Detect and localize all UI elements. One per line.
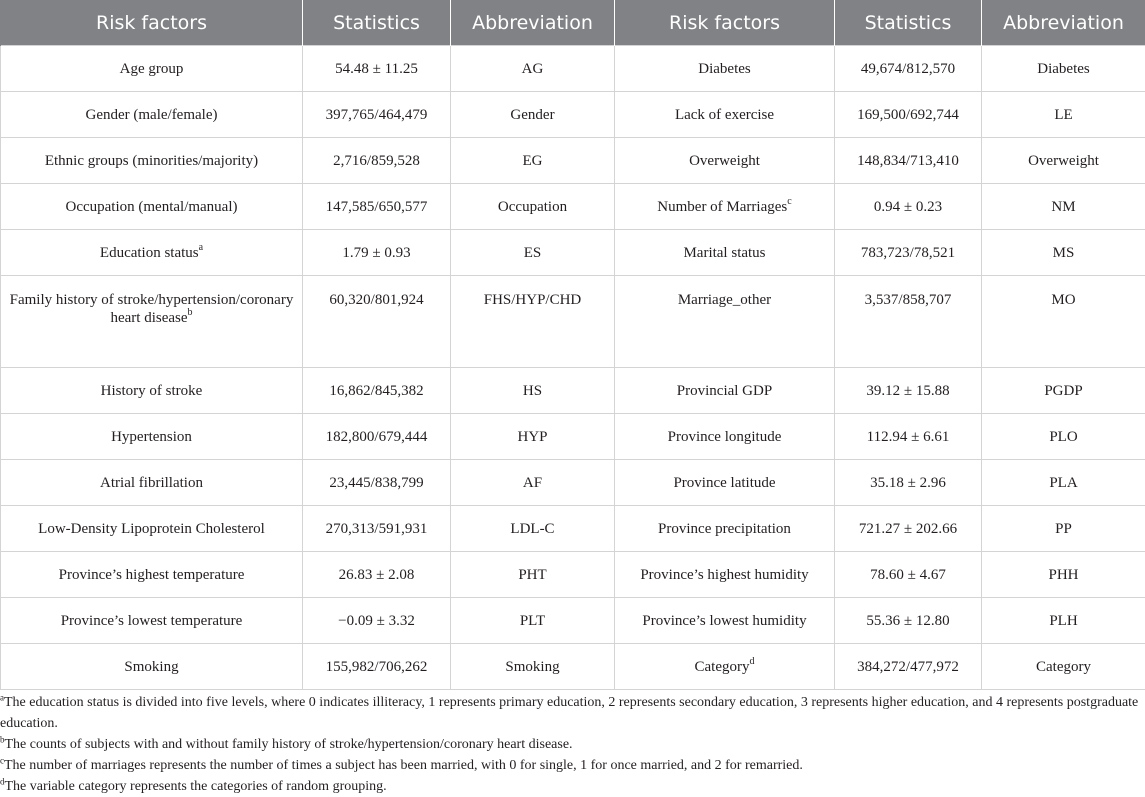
abbreviation-cell-text: PLT (520, 613, 545, 629)
risk-factor-cell-text: Province’s lowest humidity (642, 613, 806, 629)
abbreviation-cell-text: PLO (1049, 429, 1077, 445)
footnote-mark: c (0, 755, 4, 765)
table-row (1, 138, 1145, 184)
abbreviation-cell-text: PLH (1049, 613, 1077, 629)
risk-factor-cell-text: History of stroke (101, 383, 203, 399)
risk-factor-cell-text: Marriage_other (678, 292, 771, 308)
abbreviation-cell (451, 644, 615, 690)
risk-factor-cell-text: Provincial GDP (677, 383, 772, 399)
risk-factor-cell (615, 138, 835, 184)
risk-factor-cell-text: Overweight (689, 153, 760, 169)
abbreviation-cell-text: PP (1055, 521, 1072, 537)
statistics-cell-text: 721.27 ± 202.66 (859, 521, 957, 537)
abbreviation-cell (982, 276, 1145, 368)
risk-factor-cell (615, 184, 835, 230)
risk-factor-cell-text: Province’s highest humidity (640, 567, 808, 583)
statistics-cell-text: 112.94 ± 6.61 (867, 429, 950, 445)
risk-factor-cell-text: Province precipitation (658, 521, 791, 537)
abbreviation-cell (982, 644, 1145, 690)
risk-factor-cell-text: Hypertension (111, 429, 192, 445)
risk-factor-cell-text: Age group (120, 61, 184, 77)
abbreviation-cell-text: AG (522, 61, 544, 77)
risk-factor-cell-text: Province’s lowest temperature (61, 613, 243, 629)
abbreviation-cell-text: EG (523, 153, 543, 169)
risk-factor-cell (615, 414, 835, 460)
abbreviation-cell (451, 46, 615, 92)
footnote-marker: d (749, 656, 754, 667)
statistics-cell (303, 506, 451, 552)
risk-factor-cell (1, 276, 303, 368)
footnote-marker: a (199, 242, 203, 253)
table-row (1, 414, 1145, 460)
header-risk-factors-left: Risk factors (1, 0, 303, 46)
risk-factor-cell-text: Low-Density Lipoprotein Cholesterol (38, 521, 265, 537)
risk-factor-cell (1, 184, 303, 230)
abbreviation-cell (982, 92, 1145, 138)
risk-factor-cell (1, 92, 303, 138)
abbreviation-cell (451, 414, 615, 460)
abbreviation-cell (982, 138, 1145, 184)
statistics-cell (835, 598, 982, 644)
risk-factor-cell (615, 644, 835, 690)
statistics-cell-text: 55.36 ± 12.80 (866, 613, 949, 629)
statistics-cell (835, 46, 982, 92)
abbreviation-cell-text: MS (1053, 245, 1075, 261)
abbreviation-cell-text: FHS/HYP/CHD (484, 292, 582, 308)
risk-factor-cell (615, 46, 835, 92)
statistics-cell (835, 184, 982, 230)
risk-factor-cell (615, 506, 835, 552)
table-row (1, 552, 1145, 598)
table-row (1, 230, 1145, 276)
footnote (0, 755, 1140, 776)
table-row (1, 460, 1145, 506)
statistics-cell-text: 35.18 ± 2.96 (870, 475, 946, 491)
statistics-cell (835, 460, 982, 506)
abbreviation-cell-text: AF (523, 475, 542, 491)
risk-factor-cell-text: Province latitude (673, 475, 775, 491)
header-row (1, 0, 1145, 46)
abbreviation-cell (451, 368, 615, 414)
footnote-mark: d (0, 776, 5, 786)
abbreviation-cell (982, 552, 1145, 598)
abbreviation-cell (451, 184, 615, 230)
abbreviation-cell (451, 460, 615, 506)
statistics-cell (303, 598, 451, 644)
risk-factor-cell-text: Number of Marriages (657, 199, 787, 215)
abbreviation-cell-text: LDL-C (510, 521, 554, 537)
risk-factor-cell (615, 460, 835, 506)
statistics-cell-text: 3,537/858,707 (865, 292, 952, 308)
abbreviation-cell-text: Gender (510, 107, 554, 123)
statistics-cell (303, 184, 451, 230)
risk-factor-cell (615, 598, 835, 644)
risk-factor-cell-text: Lack of exercise (675, 107, 774, 123)
risk-factor-cell (615, 230, 835, 276)
risk-factor-cell-text: Marital status (683, 245, 765, 261)
abbreviation-cell (451, 138, 615, 184)
risk-factor-cell-text: Gender (male/female) (85, 107, 217, 123)
abbreviation-cell (451, 598, 615, 644)
statistics-cell (303, 230, 451, 276)
statistics-cell (303, 92, 451, 138)
abbreviation-cell-text: PHH (1048, 567, 1078, 583)
statistics-cell-text: 155,982/706,262 (326, 659, 428, 675)
risk-factor-cell (1, 138, 303, 184)
abbreviation-cell-text: Occupation (498, 199, 567, 215)
statistics-cell-text: 169,500/692,744 (857, 107, 959, 123)
risk-factor-cell-text: Category (695, 659, 750, 675)
risk-factor-cell (1, 368, 303, 414)
statistics-cell (835, 230, 982, 276)
statistics-cell-text: 270,313/591,931 (326, 521, 428, 537)
table-footnotes (0, 692, 1140, 797)
abbreviation-cell-text: ES (524, 245, 542, 261)
abbreviation-cell-text: HS (523, 383, 542, 399)
abbreviation-cell-text: Diabetes (1037, 61, 1089, 77)
statistics-cell (835, 138, 982, 184)
risk-factor-cell (1, 506, 303, 552)
footnote-mark: a (0, 692, 4, 702)
abbreviation-cell (451, 92, 615, 138)
footnote (0, 734, 1140, 755)
statistics-cell (303, 276, 451, 368)
risk-factor-cell (615, 368, 835, 414)
statistics-cell (835, 506, 982, 552)
footnote-marker: b (188, 307, 193, 318)
statistics-cell (835, 644, 982, 690)
abbreviation-cell-text: PHT (518, 567, 546, 583)
footnote-marker: c (787, 196, 791, 207)
statistics-cell-text: 182,800/679,444 (326, 429, 428, 445)
statistics-cell-text: −0.09 ± 3.32 (338, 613, 415, 629)
abbreviation-cell-text: PLA (1049, 475, 1077, 491)
footnote (0, 692, 1140, 734)
statistics-cell-text: 1.79 ± 0.93 (342, 245, 410, 261)
risk-factor-cell-text: Diabetes (698, 61, 750, 77)
abbreviation-cell (982, 368, 1145, 414)
risk-factor-cell (1, 46, 303, 92)
statistics-cell (835, 552, 982, 598)
header-risk-factors-right: Risk factors (615, 0, 835, 46)
statistics-cell (835, 276, 982, 368)
statistics-cell-text: 49,674/812,570 (861, 61, 955, 77)
abbreviation-cell-text: NM (1051, 199, 1075, 215)
risk-factor-cell (1, 414, 303, 460)
statistics-cell-text: 397,765/464,479 (326, 107, 428, 123)
statistics-cell (303, 46, 451, 92)
abbreviation-cell (982, 414, 1145, 460)
header-abbreviation-left: Abbreviation (451, 0, 615, 46)
risk-factor-cell-text: Smoking (124, 659, 178, 675)
abbreviation-cell-text: MO (1051, 292, 1075, 308)
abbreviation-cell-text: Smoking (505, 659, 559, 675)
abbreviation-cell-text: HYP (517, 429, 547, 445)
statistics-cell (835, 368, 982, 414)
header-statistics-right: Statistics (835, 0, 982, 46)
abbreviation-cell (982, 460, 1145, 506)
risk-factor-cell (615, 276, 835, 368)
statistics-cell (303, 460, 451, 506)
risk-factor-cell (615, 92, 835, 138)
statistics-cell (303, 552, 451, 598)
statistics-cell (303, 368, 451, 414)
header-statistics-left: Statistics (303, 0, 451, 46)
table-row (1, 368, 1145, 414)
abbreviation-cell (451, 230, 615, 276)
footnote-text: The education status is divided into five levels, where 0 indicates illiteracy, 1 represents primary education, 2 represents secondary education, 3 represents higher education, and 4 represents postgraduate education. (0, 695, 1138, 731)
table-row (1, 46, 1145, 92)
abbreviation-cell (451, 276, 615, 368)
abbreviation-cell (982, 230, 1145, 276)
risk-factor-cell-text: Ethnic groups (minorities/majority) (45, 153, 258, 169)
statistics-cell-text: 23,445/838,799 (329, 475, 423, 491)
abbreviation-cell (451, 506, 615, 552)
risk-factor-cell (1, 460, 303, 506)
statistics-cell (835, 92, 982, 138)
statistics-cell (303, 644, 451, 690)
statistics-cell-text: 384,272/477,972 (857, 659, 959, 675)
risk-factor-cell-text: Education status (100, 245, 199, 261)
risk-factor-cell (1, 644, 303, 690)
statistics-cell-text: 0.94 ± 0.23 (874, 199, 942, 215)
statistics-cell-text: 147,585/650,577 (326, 199, 428, 215)
statistics-cell (835, 414, 982, 460)
statistics-cell-text: 60,320/801,924 (329, 292, 423, 308)
abbreviation-cell-text: Overweight (1028, 153, 1099, 169)
abbreviation-cell-text: PGDP (1044, 383, 1082, 399)
footnote-text: The variable category represents the categories of random grouping. (5, 779, 387, 794)
statistics-cell-text: 783,723/78,521 (861, 245, 955, 261)
risk-factor-cell (1, 598, 303, 644)
footnote-mark: b (0, 734, 5, 744)
risk-factor-cell-text: Occupation (mental/manual) (65, 199, 237, 215)
statistics-cell-text: 39.12 ± 15.88 (866, 383, 949, 399)
risk-factor-cell-text: Atrial fibrillation (100, 475, 203, 491)
footnote-text: The counts of subjects with and without family history of stroke/hypertension/coronary heart disease. (5, 737, 573, 752)
statistics-cell-text: 54.48 ± 11.25 (335, 61, 418, 77)
statistics-cell-text: 148,834/713,410 (857, 153, 959, 169)
risk-factor-cell (1, 552, 303, 598)
abbreviation-cell (451, 552, 615, 598)
abbreviation-cell (982, 598, 1145, 644)
abbreviation-cell (982, 184, 1145, 230)
table-row (1, 506, 1145, 552)
footnote-text: The number of marriages represents the number of times a subject has been married, with 0 for single, 1 for once married, and 2 for remarried. (4, 758, 803, 773)
statistics-cell-text: 78.60 ± 4.67 (870, 567, 946, 583)
statistics-cell (303, 414, 451, 460)
risk-factor-cell (1, 230, 303, 276)
statistics-cell-text: 26.83 ± 2.08 (339, 567, 415, 583)
footnote (0, 776, 1140, 797)
abbreviation-cell-text: LE (1054, 107, 1072, 123)
table-row (1, 184, 1145, 230)
statistics-cell-text: 2,716/859,528 (333, 153, 420, 169)
risk-factor-cell-text: Province’s highest temperature (59, 567, 245, 583)
header-abbreviation-right: Abbreviation (982, 0, 1145, 46)
table-row (1, 92, 1145, 138)
statistics-cell (303, 138, 451, 184)
risk-factor-cell-text: Province longitude (668, 429, 782, 445)
table-row (1, 276, 1145, 368)
risk-factor-cell (615, 552, 835, 598)
abbreviation-cell (982, 506, 1145, 552)
abbreviation-cell (982, 46, 1145, 92)
statistics-cell-text: 16,862/845,382 (329, 383, 423, 399)
risk-factor-cell-text: Family history of stroke/hypertension/coronary heart disease (10, 292, 294, 326)
table-row (1, 644, 1145, 690)
abbreviation-cell-text: Category (1036, 659, 1091, 675)
table-row (1, 598, 1145, 644)
